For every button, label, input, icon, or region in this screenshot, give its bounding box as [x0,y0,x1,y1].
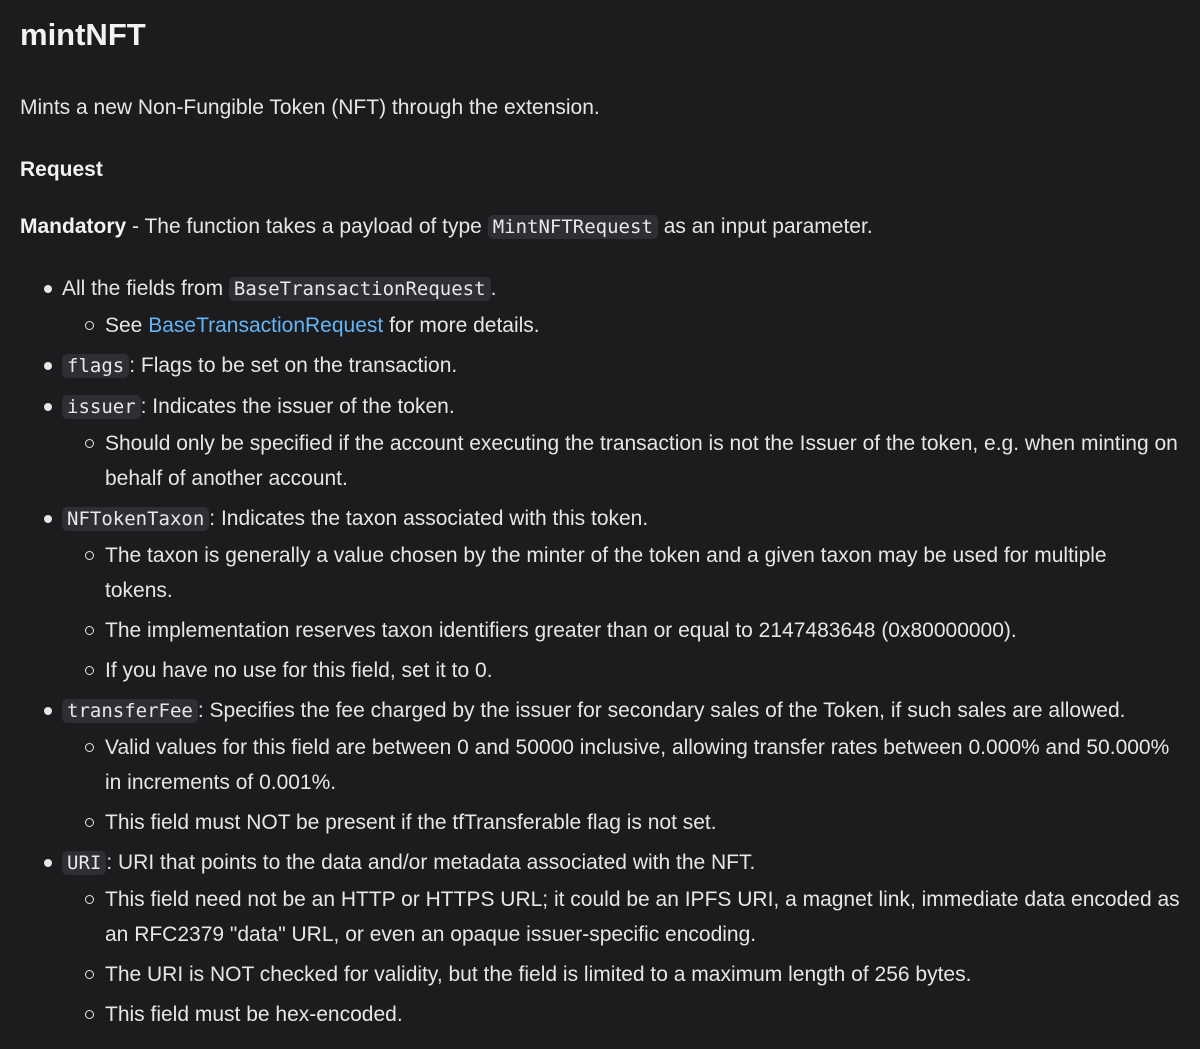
field-description: : Indicates the issuer of the token. [140,395,455,418]
type-code: MintNFTRequest [488,215,658,239]
sub-item: This field must NOT be present if the tfTransferable flag is not set. [62,805,1180,840]
field-description: : URI that points to the data and/or metadata associated with the NFT. [106,851,756,874]
field-description: : Specifies the fee charged by the issuer for secondary sales of the Token, if such sales are allowed. [197,699,1126,722]
base-transaction-request-link[interactable]: BaseTransactionRequest [148,314,384,337]
mandatory-paragraph [20,209,1180,245]
sub-list [62,538,1180,688]
sub-item: The implementation reserves taxon identifiers greater than or equal to 2147483648 (0x80000000). [62,613,1180,648]
sub-item [62,308,1180,343]
field-item-transferfee [20,693,1180,840]
field-item-uri [20,845,1180,1032]
mandatory-label: Mandatory [20,215,127,238]
field-code-issuer: issuer [62,395,141,419]
sub-list [62,308,1180,343]
field-code-flags: flags [62,354,129,378]
intro-text: Mints a new Non-Fungible Token (NFT) through the extension. [20,96,600,119]
fields-list [20,271,1180,1032]
sub-item: Valid values for this field are between 0 and 50000 inclusive, allowing transfer rates between 0.000% and 50.000% in increments of 0.001%. [62,730,1180,800]
field-code-transferfee: transferFee [62,699,198,723]
sub-text: See [105,314,149,337]
field-item-nftokentaxon [20,501,1180,688]
field-description: : Flags to be set on the transaction. [129,354,458,377]
field-code-uri: URI [62,851,106,875]
field-item-base [20,271,1180,343]
sub-item: The URI is NOT checked for validity, but the field is limited to a maximum length of 256 bytes. [62,957,1180,992]
mandatory-text-before: - The function takes a payload of type [126,215,488,238]
field-code-nftokentaxon: NFTokenTaxon [62,507,209,531]
field-item-issuer [20,389,1180,496]
field-prefix: All the fields from [62,277,229,300]
sub-text: for more details. [383,314,540,337]
sub-list [62,730,1180,840]
sub-list [62,426,1180,496]
page-title: mintNFT [20,17,146,52]
sub-list [62,882,1180,1032]
field-description: . [490,277,497,300]
sub-item: If you have no use for this field, set it to 0. [62,653,1180,688]
sub-item: This field must be hex-encoded. [62,997,1180,1032]
mandatory-text-after: as an input parameter. [657,215,873,238]
field-description: : Indicates the taxon associated with this token. [209,507,649,530]
sub-item: Should only be specified if the account executing the transaction is not the Issuer of the token, e.g. when minting on behalf of another account. [62,426,1180,496]
field-code-base-transaction-request: BaseTransactionRequest [229,277,491,301]
sub-item: This field need not be an HTTP or HTTPS URL; it could be an IPFS URI, a magnet link, immediate data encoded as an RFC2379 "data" URL, or even an opaque issuer-specific encoding. [62,882,1180,952]
field-item-flags [20,348,1180,384]
sub-item: The taxon is generally a value chosen by the minter of the token and a given taxon may be used for multiple tokens. [62,538,1180,608]
request-heading: Request [20,158,103,181]
